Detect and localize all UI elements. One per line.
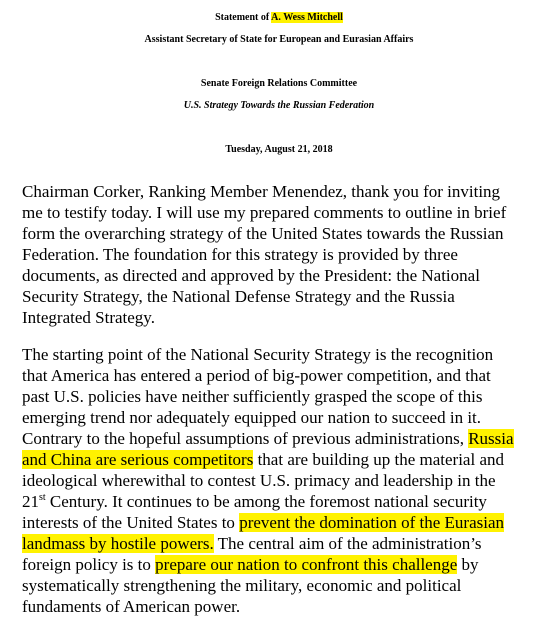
statement-heading — [0, 8, 558, 28]
highlight-hostile-powers: landmass by hostile powers. — [22, 534, 214, 553]
line-text: Century. It continues to be among the foremost national security — [45, 492, 487, 511]
paragraph-2-line: The starting point of the National Security Strategy is the recognition — [22, 345, 494, 364]
paragraph-2-line: emerging trend nor adequately equipped our nation to succeed in it. — [22, 408, 482, 427]
paragraph-1-line: Chairman Corker, Ranking Member Menendez, thank you for inviting — [22, 182, 501, 201]
highlight-confront-challenge: prepare our nation to confront this challenge — [155, 555, 458, 574]
paragraph-1-line: documents, as directed and approved by the President: the National — [22, 266, 480, 285]
paragraph-2-line — [22, 429, 514, 449]
paragraph-2-line — [22, 555, 479, 575]
paragraph-2-line: that America has entered a period of big-power competition, and that — [22, 366, 491, 385]
paragraph-2-line: past U.S. policies have neither sufficiently grasped the scope of this — [22, 387, 483, 406]
highlight-prevent-domination: prevent the domination of the Eurasian — [239, 513, 505, 532]
committee-name: Senate Foreign Relations Committee — [200, 78, 358, 89]
line-text: Contrary to the hopeful assumptions of previous administrations, — [22, 429, 469, 448]
highlight-serious-competitors: and China are serious competitors — [22, 450, 254, 469]
paragraph-2-line: systematically strengthening the military, economic and political — [22, 576, 462, 595]
paragraph-1-line: Federation. The foundation for this strategy is provided by three — [22, 245, 458, 264]
line-text: The central aim of the administration’s — [213, 534, 482, 553]
paragraph-2-line: ideological wherewithal to contest U.S. primacy and leadership in the — [22, 471, 496, 490]
line-text: that are building up the material and — [253, 450, 504, 469]
line-text: by — [457, 555, 479, 574]
paragraph-2-line — [22, 450, 504, 470]
paragraph-2-line — [22, 492, 487, 512]
paragraph-2-line — [22, 513, 504, 533]
speaker-name-highlight: A. Wess Mitchell — [271, 12, 343, 23]
century-number: 21 — [22, 492, 39, 511]
hearing-title: U.S. Strategy Towards the Russian Federation — [183, 100, 375, 111]
paragraph-1-line: me to testify today. I will use my prepared comments to outline in brief — [22, 203, 507, 222]
speaker-title: Assistant Secretary of State for European and Eurasian Affairs — [144, 34, 414, 45]
line-text: interests of the United States to — [22, 513, 240, 532]
statement-prefix: Statement of — [215, 12, 272, 23]
paragraph-1-line: Integrated Strategy. — [22, 308, 155, 327]
paragraph-1-line: Security Strategy, the National Defense Strategy and the Russia — [22, 287, 455, 306]
paragraph-2-line: fundaments of American power. — [22, 597, 241, 616]
hearing-date: Tuesday, August 21, 2018 — [225, 144, 333, 155]
ordinal-suffix: st — [39, 492, 46, 503]
paragraph-2-line — [22, 534, 482, 554]
paragraph-1-line: form the overarching strategy of the United States towards the Russian — [22, 224, 504, 243]
line-text: foreign policy is to — [22, 555, 156, 574]
highlight-russia: Russia — [468, 429, 514, 448]
